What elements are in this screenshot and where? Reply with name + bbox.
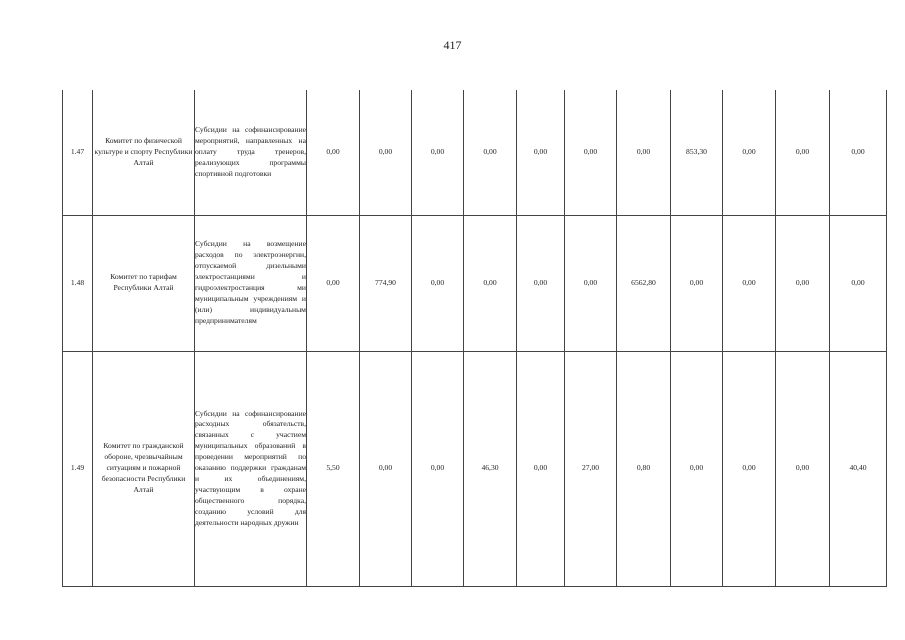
row-number: 1.47 bbox=[63, 90, 93, 215]
table-row bbox=[63, 90, 887, 215]
value-cell: 0,00 bbox=[617, 90, 671, 215]
value-cell: 0,00 bbox=[464, 215, 517, 351]
value-cell: 0,00 bbox=[776, 215, 830, 351]
description-cell: Субсидии на софинансирование мероприятий, направленных на оплату труда тренеров, реализующих программы спортивной подготовки bbox=[195, 90, 307, 215]
value-cell: 0,00 bbox=[723, 351, 776, 586]
value-cell: 0,00 bbox=[830, 90, 887, 215]
value-cell: 774,90 bbox=[360, 215, 412, 351]
value-cell: 27,00 bbox=[565, 351, 617, 586]
value-cell: 0,00 bbox=[517, 90, 565, 215]
organization-cell: Комитет по гражданской обороне, чрезвычайным ситуациям и пожарной безопасности Республики Алтай bbox=[93, 351, 195, 586]
value-cell: 0,80 bbox=[617, 351, 671, 586]
row-number: 1.49 bbox=[63, 351, 93, 586]
value-cell: 0,00 bbox=[517, 351, 565, 586]
value-cell: 0,00 bbox=[517, 215, 565, 351]
table-row bbox=[63, 215, 887, 351]
organization-cell: Комитет по тарифам Республики Алтай bbox=[93, 215, 195, 351]
value-cell: 0,00 bbox=[830, 215, 887, 351]
value-cell: 0,00 bbox=[307, 90, 360, 215]
row-number: 1.48 bbox=[63, 215, 93, 351]
description-cell: Субсидии на софинансирование расходных обязательств, связанных с участием муниципальных образований в проведении мероприятий по оказанию поддержки гражданам и их объединениям, участвующим в охране общественного порядка, созданию условий для деятельности народных дружин bbox=[195, 351, 307, 586]
value-cell: 0,00 bbox=[671, 351, 723, 586]
value-cell: 0,00 bbox=[723, 215, 776, 351]
value-cell: 0,00 bbox=[723, 90, 776, 215]
table-row bbox=[63, 351, 887, 586]
value-cell: 0,00 bbox=[671, 215, 723, 351]
value-cell: 40,40 bbox=[830, 351, 887, 586]
value-cell: 0,00 bbox=[565, 215, 617, 351]
value-cell: 0,00 bbox=[412, 90, 464, 215]
page-number: 417 bbox=[443, 38, 462, 52]
value-cell: 0,00 bbox=[565, 90, 617, 215]
value-cell: 0,00 bbox=[307, 215, 360, 351]
value-cell: 0,00 bbox=[412, 351, 464, 586]
value-cell: 0,00 bbox=[776, 90, 830, 215]
value-cell: 0,00 bbox=[412, 215, 464, 351]
value-cell: 46,30 bbox=[464, 351, 517, 586]
value-cell: 0,00 bbox=[360, 351, 412, 586]
value-cell: 0,00 bbox=[776, 351, 830, 586]
organization-cell: Комитет по физической культуре и спорту Республики Алтай bbox=[93, 90, 195, 215]
value-cell: 5,50 bbox=[307, 351, 360, 586]
value-cell: 6562,80 bbox=[617, 215, 671, 351]
value-cell: 0,00 bbox=[464, 90, 517, 215]
subsidy-table bbox=[62, 90, 887, 587]
description-cell: Субсидии на возмещение расходов по электроэнергии, отпускаемой дизельными электростанциями и гидроэлектростанция ми муниципальным учреждениям и (или) индивидуальным предпринимателям bbox=[195, 215, 307, 351]
value-cell: 853,30 bbox=[671, 90, 723, 215]
value-cell: 0,00 bbox=[360, 90, 412, 215]
